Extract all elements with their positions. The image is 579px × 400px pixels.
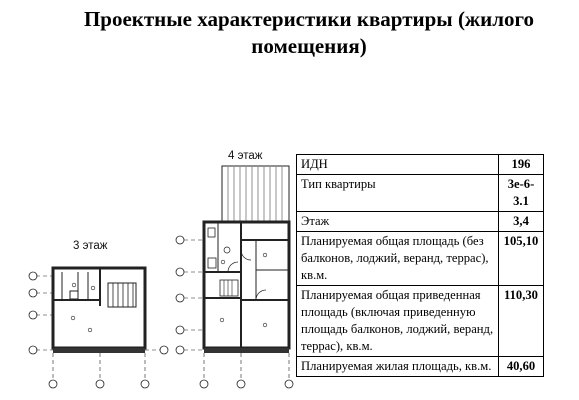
- property-value: 105,10: [499, 232, 544, 286]
- table-row: [297, 175, 544, 212]
- table-row: [297, 212, 544, 232]
- property-value: 40,60: [499, 357, 544, 377]
- property-label: Планируемая жилая площадь, кв.м.: [297, 357, 499, 377]
- table-row: [297, 357, 544, 377]
- property-value: 110,30: [499, 286, 544, 357]
- floor-3-label: 3 этаж: [73, 240, 108, 252]
- property-value: 3е-6-3.1: [499, 175, 544, 212]
- property-label: Планируемая общая площадь (без балконов, лоджий, веранд, террас), кв.м.: [297, 232, 499, 286]
- property-label: ИДН: [297, 155, 499, 175]
- floor-4-label: 4 этаж: [228, 150, 263, 162]
- page-title: Проектные характеристики квартиры (жилого помещения): [83, 7, 535, 58]
- property-label: Этаж: [297, 212, 499, 232]
- floor-3-plan: [29, 268, 168, 388]
- floor-4-plan: [176, 166, 293, 388]
- table-row: [297, 286, 544, 357]
- property-label: Тип квартиры: [297, 175, 499, 212]
- property-value: 3,4: [499, 212, 544, 232]
- table-row: [297, 155, 544, 175]
- properties-table: [296, 154, 544, 377]
- property-value: 196: [499, 155, 544, 175]
- property-label: Планируемая общая приведенная площадь (включая приведенную площадь балконов, лоджий, веранд, террас), кв.м.: [297, 286, 499, 357]
- table-row: [297, 232, 544, 286]
